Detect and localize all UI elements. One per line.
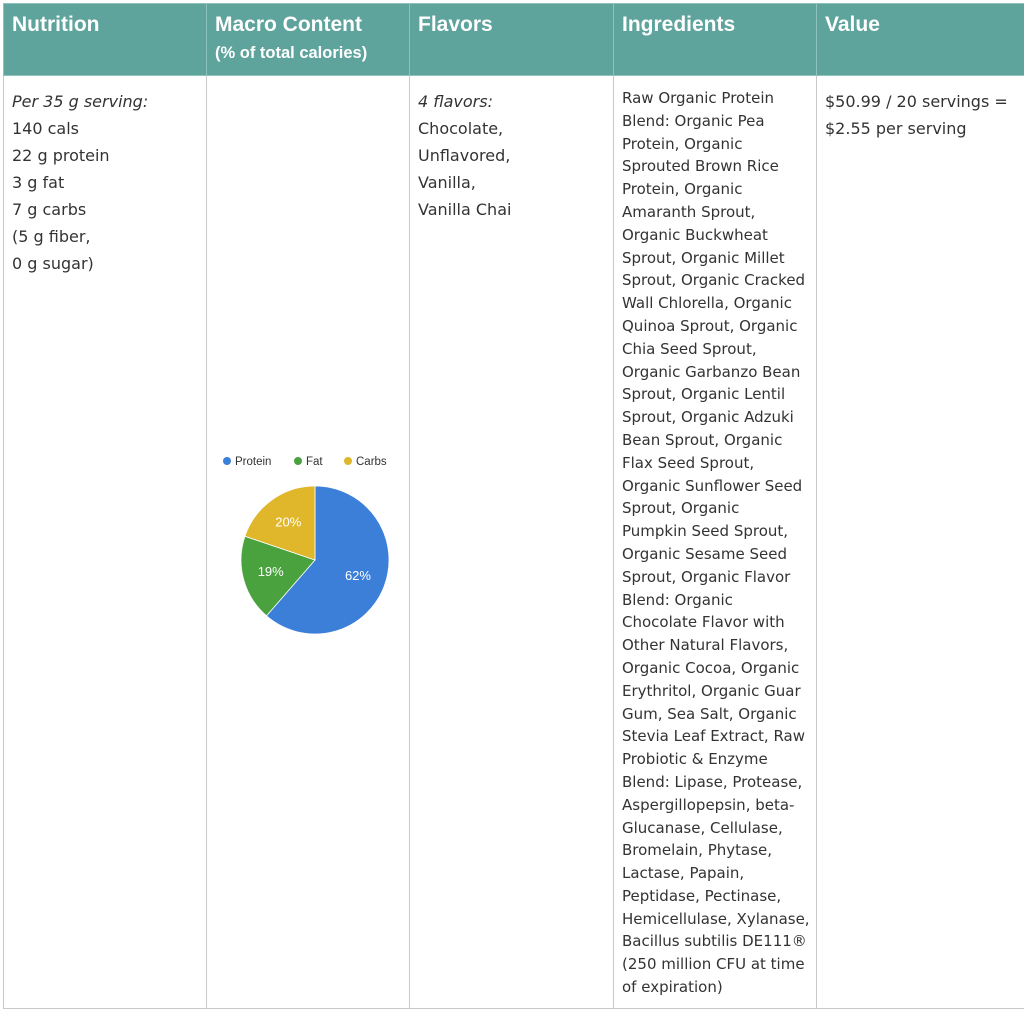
value-line: $50.99 / 20 servings = [825,92,1008,111]
pie-chart-svg [215,446,415,646]
macro-cell [207,76,410,1009]
pie-label-protein: 62% [344,568,371,584]
ingredient-line: Sprout, Organic Cracked [622,271,806,290]
ingredient-line: Erythritol, Organic Guar [622,681,801,700]
nutrition-line: 140 cals [12,119,80,138]
ingredient-line: Bacillus subtilis DE111® [622,932,807,951]
ingredient-line: Pumpkin Seed Sprout, [622,522,789,541]
ingredient-line: Wall Chlorella, Organic [622,294,792,313]
value-line: $2.55 per serving [825,119,967,138]
flavor-item: Unflavored, [418,146,511,165]
ingredient-line: Organic Sesame Seed [622,544,787,563]
ingredient-line: Blend: Organic [622,590,733,609]
ingredient-line: Sprout, Organic Lentil [622,385,786,404]
ingredient-line: Amaranth Sprout, [622,202,756,221]
ingredient-line: Sprout, Organic Adzuki [622,408,794,427]
legend-label-carbs: Carbs [356,456,387,468]
legend-label-protein: Protein [235,456,272,468]
nutrition-line: 22 g protein [12,146,110,165]
ingredient-line: Lactase, Papain, [622,864,745,883]
header-macro [207,4,410,76]
header-value-label: Value [825,13,880,36]
ingredient-line: Probiotic & Enzyme [622,750,768,769]
macro-pie-chart [215,446,415,646]
ingredient-line: Sprout, Organic Millet [622,248,785,267]
ingredient-line: Aspergillopepsin, beta- [622,795,795,814]
ingredient-line: of expiration) [622,978,723,997]
ingredient-line: Bean Sprout, Organic [622,430,783,449]
ingredient-line: Organic Cocoa, Organic [622,658,800,677]
nutrition-line: 3 g fat [12,173,65,192]
flavor-item: Vanilla Chai [418,200,512,219]
nutrition-line: 0 g sugar) [12,254,94,273]
ingredient-line: Organic Buckwheat [622,225,768,244]
header-ingredients [614,4,817,76]
nutrition-cell [4,76,207,1009]
ingredient-line: Chia Seed Sprout, [622,339,757,358]
pie-label-fat: 19% [257,563,284,579]
ingredient-line: Bromelain, Phytase, [622,841,773,860]
header-row [4,4,1024,76]
ingredient-line: Blend: Organic Pea [622,111,765,130]
ingredient-line: (250 million CFU at time [622,955,805,974]
ingredient-line: Blend: Lipase, Protease, [622,772,803,791]
header-nutrition-label: Nutrition [12,13,100,36]
product-comparison-table [3,3,1024,1009]
value-cell [817,76,1024,1009]
header-flavors [410,4,614,76]
legend-marker-fat [294,457,302,465]
ingredient-line: Protein, Organic [622,134,743,153]
ingredient-line: Peptidase, Pectinase, [622,886,782,905]
ingredient-line: Chocolate Flavor with [622,613,785,632]
header-value [817,4,1024,76]
header-flavors-label: Flavors [418,13,493,36]
flavors-cell [410,76,614,1009]
ingredient-line: Protein, Organic [622,180,743,199]
header-ingredients-label: Ingredients [622,13,736,36]
ingredients-cell [614,76,817,1009]
ingredient-line: Sprout, Organic Flavor [622,567,791,586]
ingredient-line: Quinoa Sprout, Organic [622,316,798,335]
ingredient-line: Organic Garbanzo Bean [622,362,801,381]
ingredient-line: Sprouted Brown Rice [622,157,779,176]
ingredient-line: Flax Seed Sprout, [622,453,755,472]
legend-marker-protein [223,457,231,465]
ingredient-line: Other Natural Flavors, [622,636,789,655]
ingredient-line: Raw Organic Protein [622,89,775,107]
flavor-item: Vanilla, [418,173,476,192]
flavor-item: Chocolate, [418,119,504,138]
nutrition-serving: Per 35 g serving: [12,92,149,111]
ingredient-line: Hemicellulase, Xylanase, [622,909,810,928]
header-macro-sublabel: (% of total calories) [215,44,368,62]
ingredient-line: Stevia Leaf Extract, Raw [622,727,806,746]
header-nutrition [4,4,207,76]
header-macro-label: Macro Content [215,13,362,36]
flavors-intro: 4 flavors: [418,92,493,111]
ingredient-line: Gum, Sea Salt, Organic [622,704,797,723]
legend-marker-carbs [344,457,352,465]
pie-label-carbs: 20% [275,514,302,530]
ingredient-line: Glucanase, Cellulase, [622,818,783,837]
nutrition-line: (5 g fiber, [12,227,91,246]
legend-label-fat: Fat [306,456,323,468]
nutrition-line: 7 g carbs [12,200,87,219]
table-row [4,76,1024,1009]
ingredient-line: Sprout, Organic [622,499,740,518]
ingredient-line: Organic Sunflower Seed [622,476,803,495]
